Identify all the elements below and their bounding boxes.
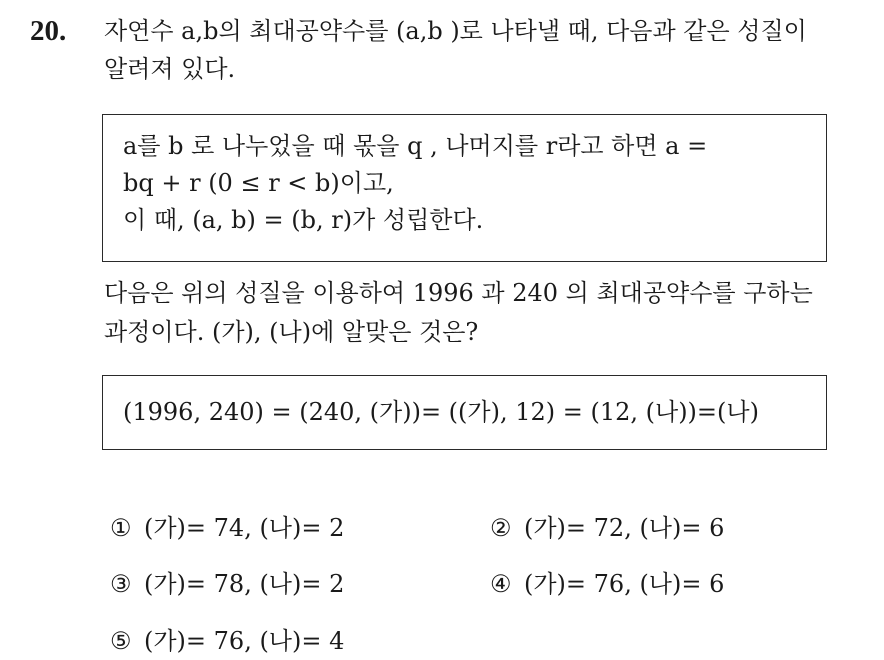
- process-equation: (1996, 240) = (240, (가))= ((가), 12) = (12, (나))=(나): [123, 398, 759, 426]
- choice-2[interactable]: [490, 512, 724, 544]
- instruction-text: [104, 274, 874, 352]
- property-line-2: bq + r (0 ≤ r < b)이고,: [123, 169, 394, 197]
- property-box: [102, 114, 827, 262]
- choice-3-text: (가)= 78, (나)= 2: [144, 570, 345, 598]
- choice-1-text: (가)= 74, (나)= 2: [144, 514, 345, 542]
- stem-line-1: 자연수 a,b의 최대공약수를 (a,b )로 나타낼 때, 다음과 같은 성질이: [104, 17, 807, 45]
- instruction-line-2: 과정이다. (가), (나)에 알맞은 것은?: [104, 318, 479, 346]
- choice-3[interactable]: [110, 568, 344, 600]
- property-line-1: a를 b 로 나누었을 때 몫을 q , 나머지를 r라고 하면 a =: [123, 132, 708, 160]
- choice-3-marker: ③: [110, 570, 132, 598]
- property-line-3: 이 때, (a, b) = (b, r)가 성립한다.: [123, 206, 484, 234]
- choice-2-marker: ②: [490, 514, 512, 542]
- instruction-line-1: 다음은 위의 성질을 이용하여 1996 과 240 의 최대공약수를 구하는: [104, 279, 813, 307]
- question-stem: [104, 12, 874, 88]
- choice-4-text: (가)= 76, (나)= 6: [524, 570, 725, 598]
- choice-5[interactable]: [110, 625, 344, 657]
- choice-4[interactable]: [490, 568, 724, 600]
- choice-5-marker: ⑤: [110, 627, 132, 655]
- process-box: [102, 375, 827, 450]
- choice-1-marker: ①: [110, 514, 132, 542]
- stem-line-2: 알려져 있다.: [104, 55, 236, 83]
- choice-2-text: (가)= 72, (나)= 6: [524, 514, 725, 542]
- choice-5-text: (가)= 76, (나)= 4: [144, 627, 345, 655]
- choice-1[interactable]: [110, 512, 344, 544]
- choice-4-marker: ④: [490, 570, 512, 598]
- question-number: 20.: [30, 15, 67, 47]
